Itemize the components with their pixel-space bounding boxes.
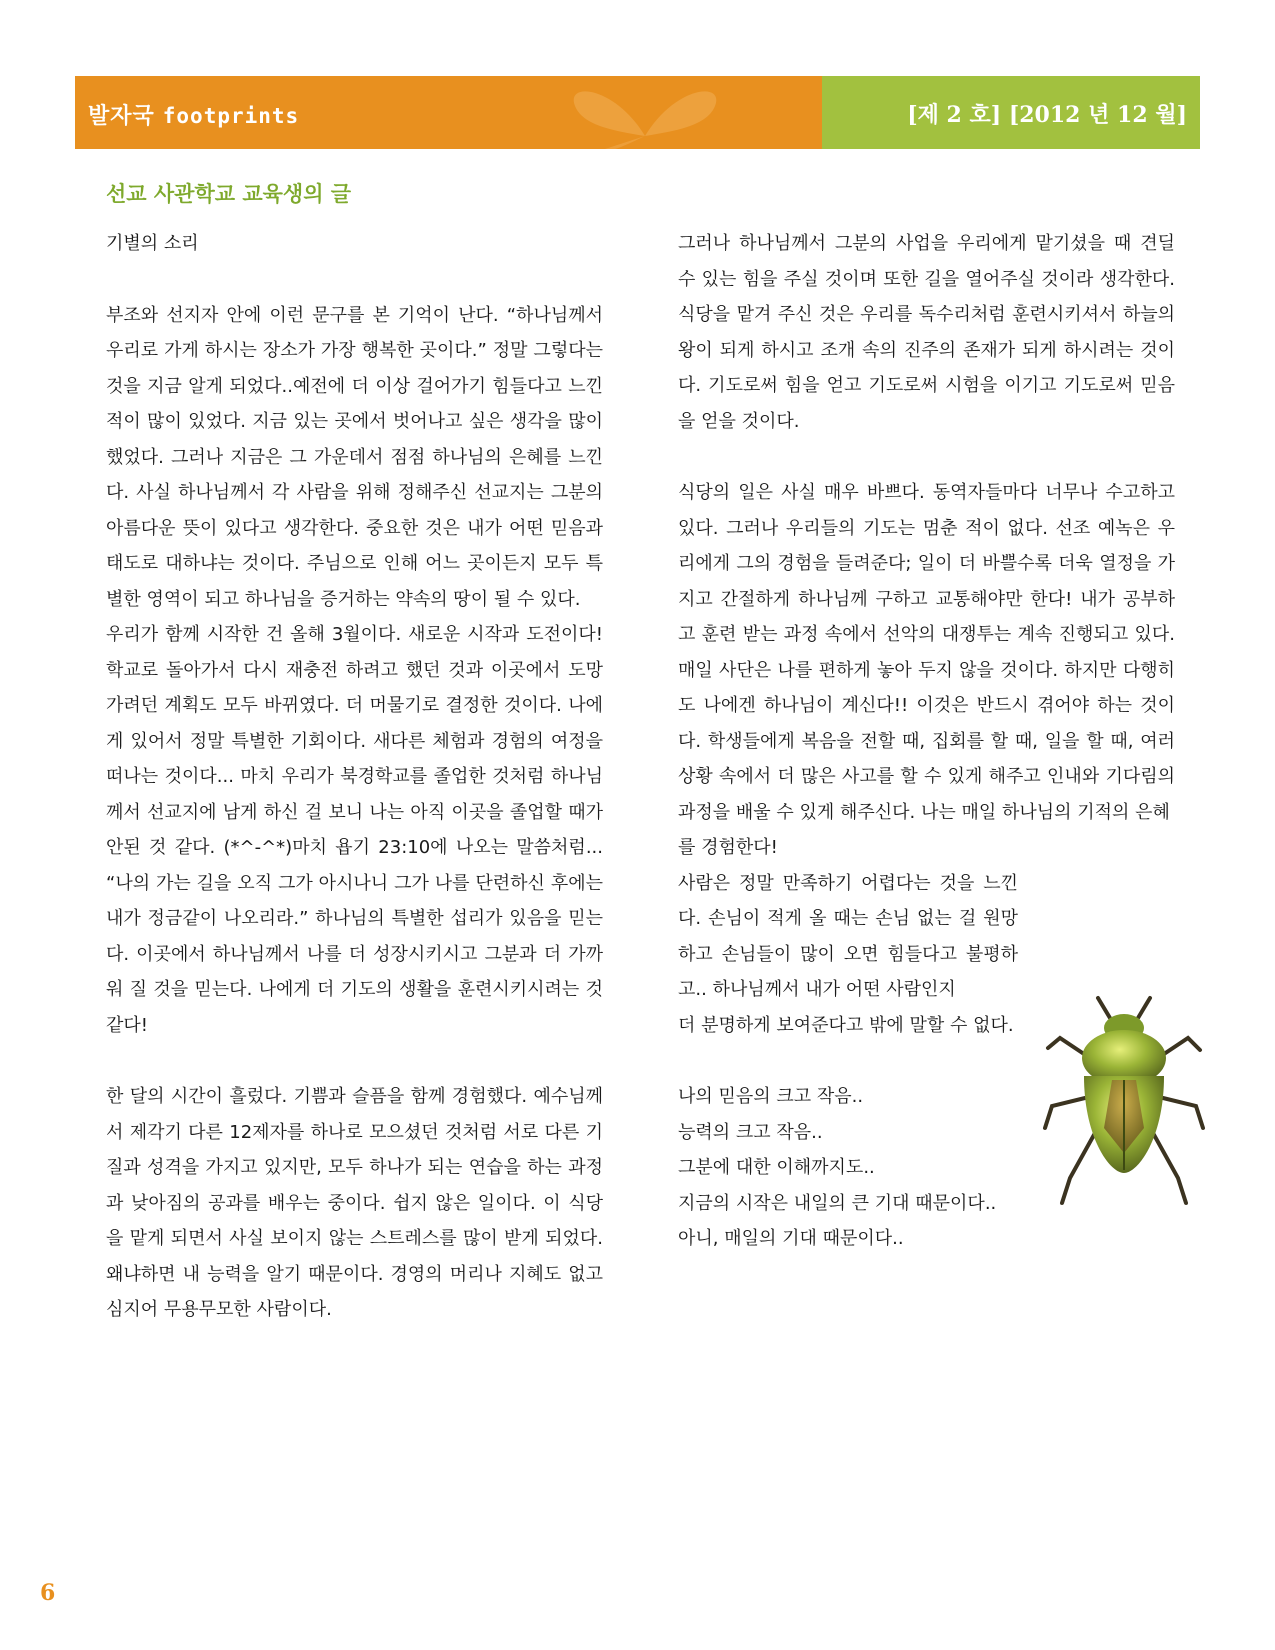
paragraph: 우리가 함께 시작한 건 올해 3월이다. 새로운 시작과 도전이다! 학교로 돌아가서 다시 재충전 하려고 했던 것과 이곳에서 도망가려던 계획도 모두 바뀌였다. 더 머물기로 결정한 것이다. 나에게 있어서 정말 특별한 기회이다. 새다른 체험과 경험의 여정을 떠나는 것이다... 마치 우리가 북경학교를 졸업한 것처럼 하나님께서 선교지에 남게 하신 걸 보니 나는 아직 이곳을 졸업할 때가 안된 것 같다. (*^-^*)마치 욥기 23:10에 나오는 말씀처럼... “나의 가는 길을 오직 그가 아시나니 그가 나를 단련하신 후에는 내가 정금같이 나오리라.” 하나님의 특별한 섭리가 있음을 믿는다. 이곳에서 하나님께서 나를 더 성장시키시고 그분과 더 가까워 질 것을 믿는다. 나에게 더 기도의 생활을 훈련시키시려는 것 같다!: [106, 624, 603, 1036]
poem-line: 지금의 시작은 내일의 큰 기대 때문이다..: [678, 1192, 997, 1214]
butterfly-icon: [545, 76, 745, 149]
poem-line: 그분에 대한 이해까지도..: [678, 1157, 875, 1178]
beetle-image: [1040, 988, 1208, 1208]
issue-number: [제 2 호] [2012 년 12 월]: [907, 102, 1187, 128]
paragraph-end: 를 경험한다!: [678, 837, 778, 858]
paragraph: 식당의 일은 사실 매우 바쁘다. 동역자들마다 너무나 수고하고 있다. 그러나 우리들의 기도는 멈춘 적이 없다. 선조 예녹은 우리에게 그의 경험을 들려준다; 일이 더 바쁠수록 더욱 열정을 가지고 간절하게 하나님께 구하고 교통해야만 한다! 내가 공부하고 훈련 받는 과정 속에서 선악의 대쟁투는 계속 진행되고 있다. 매일 사단은 나를 편하게 놓아 두지 않을 것이다. 하지만 다행히도 나에겐 하나님이 계신다!! 이것은 반드시 겪어야 하는 것이다. 학생들에게 복음을 전할 때, 집회를 할 때, 일을 할 때, 여러 상황 속에서 더 많은 사고를 할 수 있게 해주고 인내와 기다림의 과정을 배울 수 있게 해주신다. 나는 매일 하나님의 기적의 은혜: [678, 482, 1175, 823]
article-title: 기별의 소리: [106, 233, 199, 254]
paragraph-last-line: 더 분명하게 보여준다고 밖에 말할 수 없다.: [678, 1014, 1014, 1036]
newsletter-brand: [88, 99, 299, 130]
poem-line: 나의 믿음의 크고 작음..: [678, 1086, 864, 1107]
poem-line: 능력의 크고 작음..: [678, 1121, 823, 1143]
paragraph: 사람은 정말 만족하기 어렵다는 것을 느낀다. 손님이 적게 올 때는 손님 없는 걸 원망하고 손님들이 많이 오면 힘들다고 불평하고.. 하나님께서 내가 어떤 사람인지: [678, 872, 1018, 1000]
paragraph: 그러나 하나님께서 그분의 사업을 우리에게 맡기셨을 때 견딜 수 있는 힘을 주실 것이며 또한 길을 열어주실 것이라 생각한다. 식당을 맡겨 주신 것은 우리를 독수리처럼 훈련시키셔서 하늘의 왕이 되게 하시고 조개 속의 진주의 존재가 되게 하시려는 것이다. 기도로써 힘을 얻고 기도로써 시험을 이기고 기도로써 믿음을 얻을 것이다.: [678, 233, 1175, 432]
brand-korean: 발자국: [88, 104, 155, 129]
article-left-column: [106, 226, 603, 1328]
poem-line: 아니, 매일의 기대 때문이다..: [678, 1228, 904, 1249]
page-number: 6: [40, 1580, 56, 1606]
paragraph: 한 달의 시간이 흘렀다. 기쁨과 슬픔을 함께 경험했다. 예수님께서 제각기 다른 12제자를 하나로 모으셨던 것처럼 서로 다른 기질과 성격을 가지고 있지만, 모두 하나가 되는 연습을 하는 과정 과 낮아짐의 공과를 배우는 중이다. 쉽지 않은 일이다. 이 식당을 맡게 되면서 사실 보이지 않는 스트레스를 많이 받게 되었다. 왜냐하면 내 능력을 알기 때문이다. 경영의 머리나 지혜도 없고 심지어 무용무모한 사람이다.: [106, 1086, 603, 1320]
section-title: 선교 사관학교 교육생의 글: [106, 182, 352, 206]
paragraph: 부조와 선지자 안에 이런 문구를 본 기억이 난다. “하나님께서 우리로 가게 하시는 장소가 가장 행복한 곳이다.” 정말 그렇다는 것을 지금 알게 되었다..예전에 더 이상 걸어가기 힘들다고 느낀 적이 많이 있었다. 지금 있는 곳에서 벗어나고 싶은 생각을 많이 했었다. 그러나 지금은 그 가운데서 점점 하나님의 은혜를 느낀다. 사실 하나님께서 각 사람을 위해 정해주신 선교지는 그분의 아름다운 뜻이 있다고 생각한다. 중요한 것은 내가 어떤 믿음과 태도로 대하냐는 것이다. 주님으로 인해 어느 곳이든지 모두 특별한 영역이 되고 하나님을 증거하는 약속의 땅이 될 수 있다.: [106, 304, 603, 610]
brand-english: footprints: [162, 104, 300, 128]
